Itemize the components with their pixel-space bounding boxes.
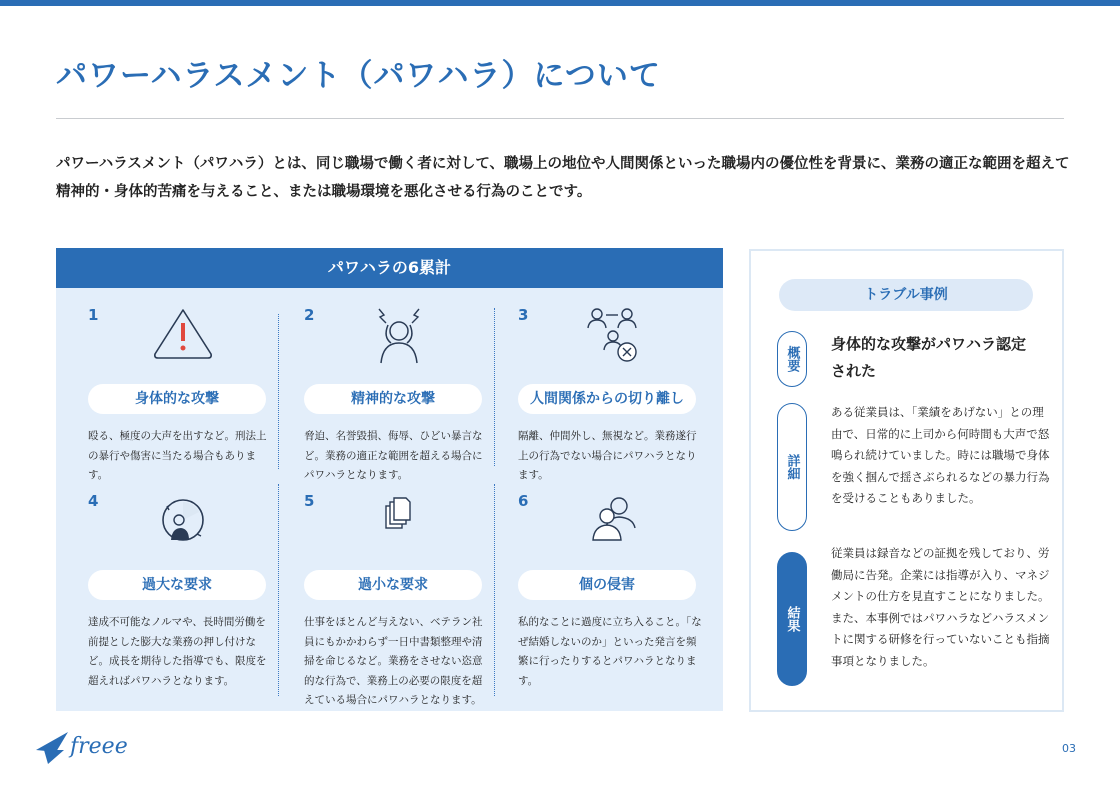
type-description: 仕事をほとんど与えない、ベテラン社員にもかかわらず一日中書類整理や清掃を命じるなど。業務をさせない恣意的な行為で、業務上の必要の限度を超えている場合にパワハラとなります。 <box>304 616 483 706</box>
type-title: 人間関係からの切り離し <box>518 384 696 414</box>
type-number: 2 <box>304 306 315 324</box>
column-divider <box>278 484 279 696</box>
trouble-case-box <box>749 249 1064 712</box>
type-title: 身体的な攻撃 <box>88 384 266 414</box>
type-title: 個の侵害 <box>518 570 696 600</box>
detail-tag: 詳細 <box>777 403 807 531</box>
panel-header: パワハラの6累計 <box>56 248 723 288</box>
six-types-panel <box>56 248 723 711</box>
type-description: 達成不可能なノルマや、長時間労働を前提とした膨大な業務の押し付けなど。成長を期待した指導でも、限度を超えればパワハラとなります。 <box>88 616 267 687</box>
type-number: 3 <box>518 306 529 324</box>
column-divider <box>494 308 495 466</box>
type-description: 脅迫、名誉毀損、侮辱、ひどい暴言など。業務の適正な範囲を超える場合にパワハラとなります。 <box>304 430 483 481</box>
intro-paragraph: パワーハラスメント（パワハラ）とは、同じ職場で働く者に対して、職場上の地位や人間関係といった職場内の優位性を背景に、業務の適正な範囲を超えて精神的・身体的苦痛を与えること、または職場環境を悪化させる行為のことです。 <box>56 156 1070 200</box>
result-tag: 結果 <box>777 552 807 686</box>
isolation-icon <box>573 306 653 364</box>
type-number: 5 <box>304 492 315 510</box>
case-label: トラブル事例 <box>779 279 1033 311</box>
column-divider <box>494 484 495 696</box>
column-divider <box>278 314 279 469</box>
case-detail: ある従業員は、「業績をあげない」との理由で、日常的に上司から何時間も大声で怒鳴られ続けていました。時には職場で身体を強く掴んで揺さぶられるなどの暴力行為を受けることもありました。 <box>831 405 1050 505</box>
logo-wordmark: freee <box>70 734 128 759</box>
type-title: 過大な要求 <box>88 570 266 600</box>
type-description: 私的なことに過度に立ち入ること。「なぜ結婚しないのか」といった発言を頻繁に行ったりするとパワハラとなります。 <box>518 616 702 687</box>
privacy-people-icon <box>573 492 653 550</box>
stress-person-icon <box>359 300 439 364</box>
type-number: 1 <box>88 306 99 324</box>
type-number: 6 <box>518 492 529 510</box>
type-title: 精神的な攻撃 <box>304 384 482 414</box>
title-divider <box>56 118 1064 119</box>
type-number: 4 <box>88 492 99 510</box>
warning-icon <box>143 306 223 364</box>
case-result: 従業員は録音などの証拠を残しており、労働局に告発。企業には指導が入り、マネジメントの仕方を見直すことになりました。また、本事例ではパワハラなどハラスメントに関する研修を行っていないことも指摘事項となりました。 <box>831 546 1050 668</box>
type-description: 殴る、極度の大声を出すなど。刑法上の暴行や傷害に当たる場合もあります。 <box>88 430 267 481</box>
type-title: 過小な要求 <box>304 570 482 600</box>
page-number: 03 <box>1062 742 1076 755</box>
top-accent-bar <box>0 0 1120 6</box>
clock-overload-icon <box>143 488 223 550</box>
type-description: 隔離、仲間外し、無視など。業務遂行上の行為でない場合にパワハラとなります。 <box>518 430 697 481</box>
case-headline: 身体的な攻撃がパワハラ認定された <box>831 335 1027 380</box>
overview-tag: 概要 <box>777 331 807 387</box>
documents-icon <box>359 492 439 550</box>
page-title: パワーハラスメント（パワハラ）について <box>56 58 661 94</box>
